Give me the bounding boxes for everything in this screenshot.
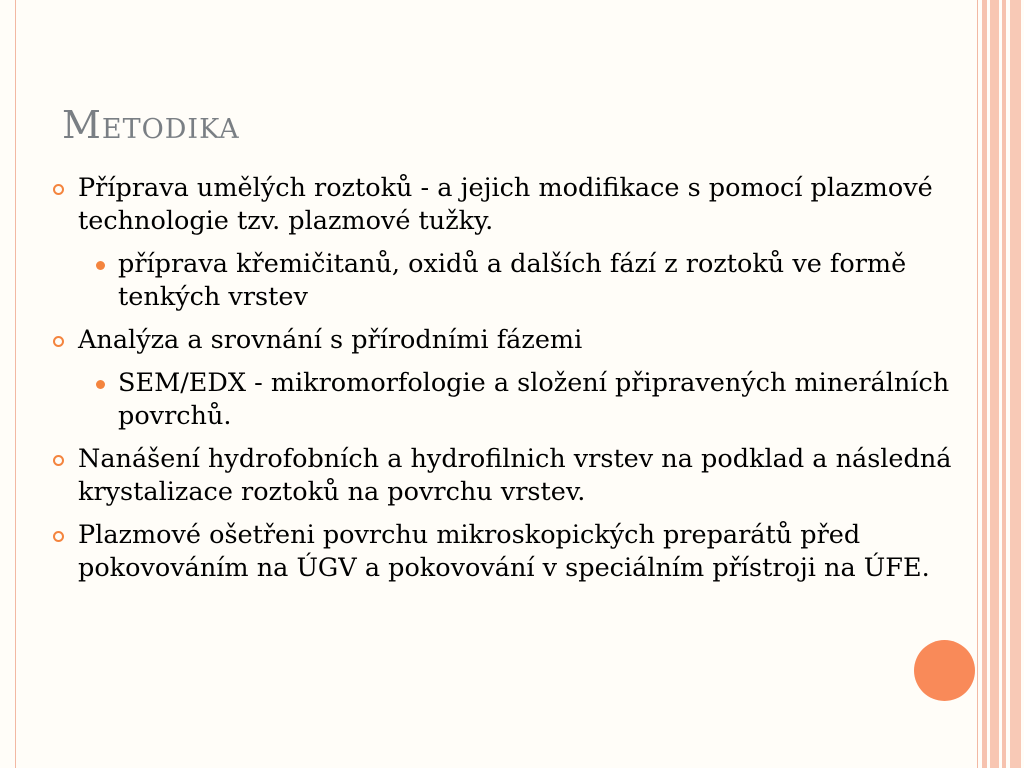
bullet-item <box>48 324 993 357</box>
bullet-item <box>48 519 993 585</box>
bullet-text: Analýza a srovnání s přírodními fázemi <box>78 325 583 355</box>
ring-bullet-icon <box>53 336 64 347</box>
slide-content <box>48 172 993 595</box>
ring-bullet-icon <box>53 184 64 195</box>
dot-bullet-icon <box>96 261 105 270</box>
dot-bullet-icon <box>96 380 105 389</box>
decorative-circle <box>914 640 975 701</box>
bullet-item <box>48 172 993 238</box>
bullet-text: Příprava umělých roztoků - a jejich modifikace s pomocí plazmové technologie tzv. plazmové tužky. <box>78 173 933 236</box>
ring-bullet-icon <box>53 455 64 466</box>
bullet-item <box>48 443 993 509</box>
sub-bullet-item <box>48 248 993 314</box>
sub-bullet-item <box>48 367 993 433</box>
decorative-stripe <box>1010 0 1021 768</box>
ring-bullet-icon <box>53 531 64 542</box>
sub-bullet-text: SEM/EDX - mikromorfologie a složení připravených minerálních povrchů. <box>118 368 950 431</box>
bullet-text: Nanášení hydrofobních a hydrofilnich vrstev na podklad a následná krystalizace roztoků na povrchu vrstev. <box>78 444 952 507</box>
sub-bullet-text: příprava křemičitanů, oxidů a dalších fází z roztoků ve formě tenkých vrstev <box>118 249 907 312</box>
decorative-stripe <box>1002 0 1006 768</box>
slide-title: Metodika <box>62 103 240 147</box>
bullet-text: Plazmové ošetřeni povrchu mikroskopických preparátů před pokovováním na ÚGV a pokovování v speciálním přístroji na ÚFE. <box>78 520 930 583</box>
